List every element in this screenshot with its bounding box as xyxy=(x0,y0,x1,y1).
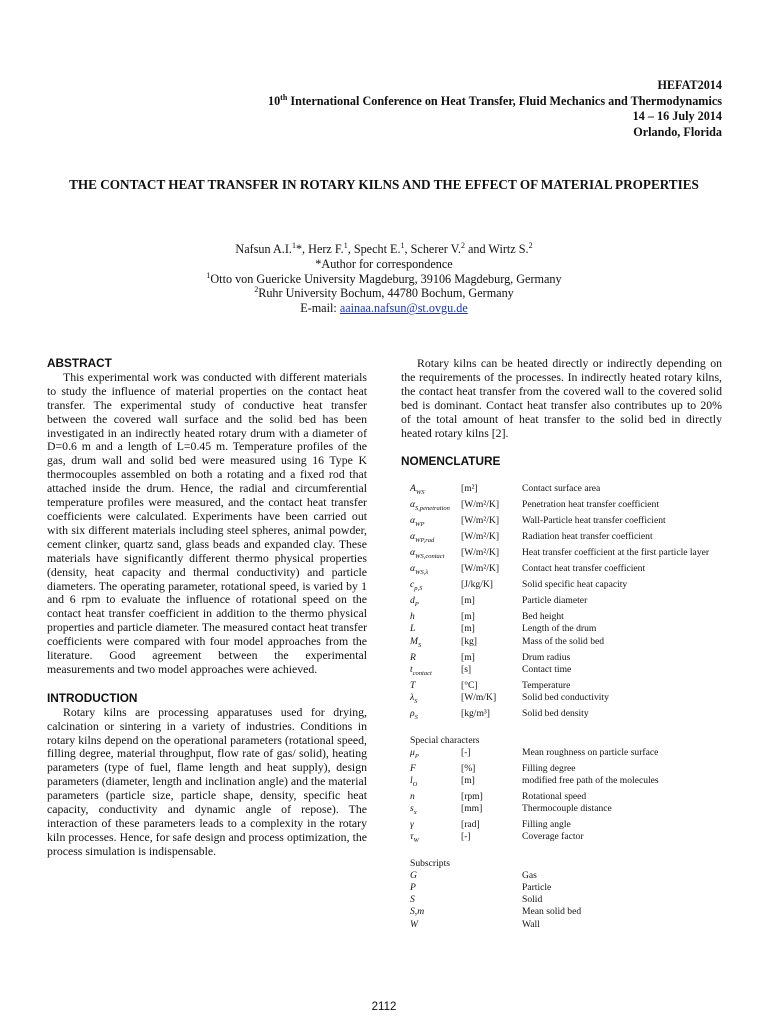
nomenclature-description: Thermocouple distance xyxy=(522,803,612,814)
affiliation-2: $^2$Ruhr University Bochum, 44780 Bochum, Germany xyxy=(254,285,514,301)
conference-id: HEFAT2014 xyxy=(657,78,722,92)
nomenclature-symbol: L xyxy=(410,623,416,635)
nomenclature-symbol: F xyxy=(410,762,416,774)
nomenclature-symbol: $\alpha_{S,penetration}$ xyxy=(410,499,450,513)
author-list: Nafsun A.I.$^1$*, Herz F.$^1$, Specht E.$^1$, Scherer V.$^2$ and Wirtz S.$^2$ xyxy=(235,240,533,256)
nomenclature-description: Solid specific heat capacity xyxy=(522,579,628,591)
nomenclature-description: Solid bed density xyxy=(522,707,589,719)
abstract-heading: ABSTRACT xyxy=(47,356,112,370)
nomenclature-unit: [rad] xyxy=(461,819,480,830)
nomenclature-unit: [°C] xyxy=(461,679,478,691)
nomenclature-unit: [m] xyxy=(461,774,475,786)
nomenclature-row xyxy=(410,870,725,882)
email-line: E-mail: aainaa.nafsun@st.ovgu.de xyxy=(300,301,468,316)
special-characters-heading: Special characters xyxy=(410,734,480,746)
nomenclature-unit: [W/m²/K] xyxy=(461,531,500,543)
nomenclature-description: Solid xyxy=(522,894,543,906)
nomenclature-symbol: γ xyxy=(410,819,414,830)
nomenclature-unit xyxy=(461,894,522,906)
nomenclature-unit: [J/kg/K] xyxy=(461,579,493,591)
nomenclature-unit xyxy=(461,919,522,931)
nomenclature-symbol: $s_x$ xyxy=(410,803,417,816)
nomenclature-unit xyxy=(461,870,522,882)
nomenclature-symbol: S,m xyxy=(410,906,425,918)
nomenclature-row xyxy=(410,563,725,579)
page-number: 2112 xyxy=(371,1001,397,1013)
nomenclature-symbol: G xyxy=(410,870,417,882)
nomenclature-row xyxy=(410,483,725,499)
nomenclature-row xyxy=(410,692,725,708)
nomenclature-row xyxy=(410,515,725,531)
nomenclature-unit: [kg] xyxy=(461,635,477,647)
nomenclature-symbol: $\tau_W$ xyxy=(410,831,419,844)
nomenclature-symbol: $\mu_P$ xyxy=(410,746,419,760)
affiliation-1: $^1$Otto von Guericke University Magdeburg, 39106 Magdeburg, Germany xyxy=(206,270,562,286)
nomenclature-symbol: $c_{p,S}$ xyxy=(410,579,423,593)
nomenclature-unit: [W/m²/K] xyxy=(461,563,500,575)
abstract-text: This experimental work was conducted with different materials to study the influence of material properties on the contact heat transfer. The experimental study of conductive heat transfer between the covered wall surface and the solid bed has been investigated in an indirectly heated rotary drum with a diameter of D=0.6 m and a length of L=0.45 m. Temperature profiles of the gas, drum wall and solid bed were measured using 16 Type K thermocouples assembled on both a rotating and a fixed rod that attached inside the drum. Hence, the radial and circumferential temperature profiles were measured, and the contact heat transfer coefficients were calculated. Experiments have been carried out with six different materials including steel spheres, animal powder, cement clinker, quartz sand, glass beads and expanded clay. These materials have significantly different thermo physical properties (density, heat capacity and thermal conductivity) and particle diameters. The operating parameter, rotational speed, is varied by 1 and 6 rpm to evaluate the influence of rotational speed on the contact heat transfer coefficient in addition to the thermo physical properties and particle diameter. The measured contact heat transfer coefficients were compared with four model approaches from the literature. Good agreement between the experimental measurements and two model approaches were achieved. xyxy=(47,369,367,676)
nomenclature-row xyxy=(410,636,725,652)
nomenclature-row xyxy=(410,819,725,831)
nomenclature-list xyxy=(410,483,725,930)
nomenclature-description: Solid bed conductivity xyxy=(522,691,609,703)
conference-name: 10th International Conference on Heat Transfer, Fluid Mechanics and Thermodynamics xyxy=(267,92,722,108)
introduction-heading: INTRODUCTION xyxy=(47,690,138,705)
nomenclature-description: Mean solid bed xyxy=(522,906,582,918)
nomenclature-row xyxy=(410,763,725,775)
nomenclature-row xyxy=(410,894,725,906)
nomenclature-symbol: W xyxy=(410,918,418,930)
nomenclature-unit xyxy=(461,906,522,918)
nomenclature-unit xyxy=(461,882,522,894)
nomenclature-unit: [-] xyxy=(461,746,471,758)
nomenclature-symbol: $A_{WS}$ xyxy=(410,483,425,497)
nomenclature-unit: [m²] xyxy=(461,483,478,495)
introduction-text: Rotary kilns are processing apparatuses used for drying, calcination or sintering in a variety of industries. Conditions in rotary kilns depend on the operational parameters (rotational speed, filling degree, material throughput, flow rate of gas/ solid), heating parameters (type of fuel, flame length and heat supply), design parameters (diameter, length and inclination angle) and the material parameters (particle size, particle shape, density, specific heat capacity, conductivity and dynamic angle of repose). The interaction of these parameters leads to a complexity in the rotary kiln processes. Hence, for safe design and process optimization, the process simulation is indispensable. xyxy=(47,704,367,858)
nomenclature-row xyxy=(410,775,725,791)
nomenclature-description: Temperature xyxy=(522,679,571,691)
nomenclature-symbol: $t_{contact}$ xyxy=(410,663,432,677)
nomenclature-unit: [m] xyxy=(461,611,475,623)
nomenclature-row xyxy=(410,595,725,611)
nomenclature-row xyxy=(410,623,725,635)
nomenclature-row xyxy=(410,803,725,819)
nomenclature-row xyxy=(410,708,725,724)
nomenclature-row xyxy=(410,906,725,918)
nomenclature-unit: [s] xyxy=(461,663,472,675)
nomenclature-unit: [-] xyxy=(461,831,471,843)
nomenclature-description: Rotational speed xyxy=(522,790,587,802)
nomenclature-unit: [W/m/K] xyxy=(461,691,497,703)
author-block xyxy=(100,242,668,316)
nomenclature-unit: [W/m²/K] xyxy=(461,547,500,559)
paper-title: THE CONTACT HEAT TRANSFER IN ROTARY KILNS AND THE EFFECT OF MATERIAL PROPERTIES xyxy=(69,177,699,192)
nomenclature-description: Wall xyxy=(522,918,540,930)
nomenclature-symbol: $l_O$ xyxy=(410,774,418,788)
right-column xyxy=(401,357,722,931)
nomenclature-symbol: $\lambda_S$ xyxy=(410,691,418,705)
correspondence-note: *Author for correspondence xyxy=(315,256,453,271)
nomenclature-symbol: n xyxy=(410,790,415,802)
subscripts-heading: Subscripts xyxy=(410,858,450,870)
nomenclature-symbol: $\alpha_{WP,rad}$ xyxy=(410,531,435,545)
nomenclature-row xyxy=(410,680,725,692)
nomenclature-heading: NOMENCLATURE xyxy=(401,454,501,469)
nomenclature-row xyxy=(410,547,725,563)
nomenclature-symbol: P xyxy=(410,882,416,894)
nomenclature-unit: [mm] xyxy=(461,803,483,814)
nomenclature-description: Mean roughness on particle surface xyxy=(522,746,659,758)
nomenclature-symbol: R xyxy=(410,651,416,663)
nomenclature-row xyxy=(410,747,725,763)
nomenclature-description: Mass of the solid bed xyxy=(522,635,605,647)
nomenclature-description: Particle diameter xyxy=(522,595,588,607)
nomenclature-description: Wall-Particle heat transfer coefficient xyxy=(522,515,666,527)
nomenclature-unit: [kg/m³] xyxy=(461,707,490,719)
nomenclature-description: modified free path of the molecules xyxy=(522,774,659,786)
nomenclature-row xyxy=(410,664,725,680)
nomenclature-description: Particle xyxy=(522,882,552,894)
email-link[interactable]: aainaa.nafsun@st.ovgu.de xyxy=(339,301,468,316)
conference-dates: 14 – 16 July 2014 xyxy=(632,109,722,123)
nomenclature-description: Heat transfer coefficient at the first particle layer xyxy=(522,547,710,559)
nomenclature-row xyxy=(410,831,725,847)
conference-header xyxy=(268,78,722,140)
nomenclature-description: Coverage factor xyxy=(522,831,584,843)
nomenclature-symbols xyxy=(410,483,725,723)
nomenclature-row xyxy=(410,579,725,595)
nomenclature-unit: [%] xyxy=(461,762,476,774)
nomenclature-row xyxy=(410,611,725,623)
nomenclature-special xyxy=(410,747,725,847)
nomenclature-unit: [W/m²/K] xyxy=(461,515,500,527)
nomenclature-description: Filling angle xyxy=(522,819,571,830)
nomenclature-description: Contact time xyxy=(522,663,572,675)
nomenclature-symbol: $d_P$ xyxy=(410,595,419,609)
nomenclature-row xyxy=(410,652,725,664)
nomenclature-row xyxy=(410,919,725,931)
nomenclature-symbol: $\alpha_{WP}$ xyxy=(410,515,425,529)
nomenclature-symbol: $\alpha_{WS,\lambda}$ xyxy=(410,563,429,577)
nomenclature-description: Drum radius xyxy=(522,651,571,663)
nomenclature-unit: [rpm] xyxy=(461,790,483,802)
nomenclature-symbol: h xyxy=(410,611,415,623)
nomenclature-description: Gas xyxy=(522,870,537,882)
conference-location: Orlando, Florida xyxy=(633,124,722,139)
nomenclature-description: Radiation heat transfer coefficient xyxy=(522,531,653,543)
nomenclature-row xyxy=(410,882,725,894)
nomenclature-description: Bed height xyxy=(522,611,564,623)
introduction-continuation: Rotary kilns can be heated directly or indirectly depending on the requirements of the processes. In indirectly heated rotary kilns, the contact heat transfer from the covered wall to the covered solid bed is dominant. Contact heat transfer also contributes up to 20% of the total amount of heat transfer to the solid bed in directly heated rotary kilns [2]. xyxy=(401,356,722,440)
nomenclature-description: Contact surface area xyxy=(522,483,601,495)
nomenclature-description: Contact heat transfer coefficient xyxy=(522,563,646,575)
nomenclature-row xyxy=(410,791,725,803)
nomenclature-symbol: S xyxy=(410,894,415,906)
nomenclature-symbol: $M_S$ xyxy=(410,635,422,649)
nomenclature-symbol: $\alpha_{WS,contact}$ xyxy=(410,547,445,561)
nomenclature-symbol: T xyxy=(410,679,416,691)
nomenclature-unit: [m] xyxy=(461,651,475,663)
nomenclature-row xyxy=(410,531,725,547)
nomenclature-unit: [m] xyxy=(461,595,475,607)
nomenclature-description: Filling degree xyxy=(522,762,576,774)
nomenclature-symbol: $\rho_S$ xyxy=(410,707,418,721)
nomenclature-row xyxy=(410,499,725,515)
nomenclature-description: Penetration heat transfer coefficient xyxy=(522,499,660,511)
nomenclature-unit: [W/m²/K] xyxy=(461,499,500,511)
nomenclature-description: Length of the drum xyxy=(522,623,597,635)
nomenclature-subscripts xyxy=(410,870,725,930)
nomenclature-unit: [m] xyxy=(461,623,475,635)
left-column xyxy=(47,357,367,859)
